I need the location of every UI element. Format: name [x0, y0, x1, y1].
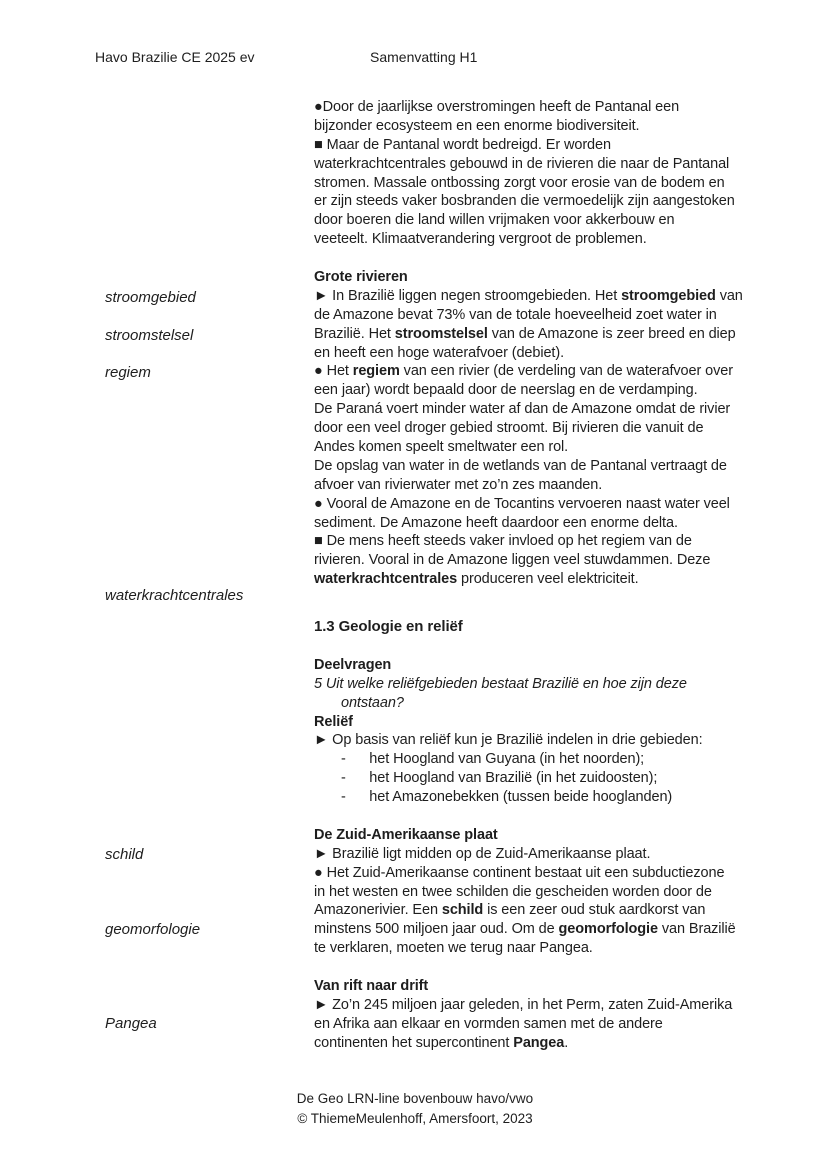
text-line: [314, 457, 774, 476]
text-line: [314, 694, 774, 713]
header-document-title: Samenvatting H1: [370, 49, 478, 65]
text-segment: door een veel droger gebied stroomt. Bij rivieren die vanuit de: [314, 420, 704, 437]
text-segment: minstens 500 miljoen jaar oud. Om de: [314, 921, 559, 938]
text-segment: van Brazilië: [657, 921, 736, 938]
text-segment: de Amazone bevat 73% van de totale hoeveelheid zoet water in: [314, 306, 717, 323]
text-segment: ● Het: [314, 363, 353, 380]
text-segment: waterkrachtcentrales: [314, 571, 458, 588]
margin-keyword-regiem: regiem: [105, 364, 151, 381]
text-line: [314, 476, 774, 495]
text-line: [314, 136, 774, 155]
text-line: [314, 419, 774, 438]
footer: [255, 1089, 575, 1128]
text-segment: en heeft een hoge waterafvoer (debiet).: [314, 344, 565, 361]
text-line: [314, 400, 774, 419]
text-segment: waterkrachtcentrales gebouwd in de rivieren die naar de Pantanal: [314, 155, 730, 172]
text-segment: Reliëf: [314, 713, 353, 730]
text-segment: Grote rivieren: [314, 269, 408, 286]
text-line: [314, 901, 774, 920]
text-segment: regiem: [352, 363, 400, 380]
text-line: [314, 98, 774, 117]
text-line: [314, 845, 774, 864]
text-line: [314, 939, 774, 958]
text-segment: ► In Brazilië liggen negen stroomgebieden. Het: [314, 287, 622, 304]
text-line: [314, 996, 774, 1015]
text-line: [314, 920, 774, 939]
text-line: [314, 637, 774, 656]
text-segment: bijzonder ecosysteem en een enorme biodiversiteit.: [314, 117, 640, 134]
text-segment: te verklaren, moeten we terug naar Pangea.: [314, 940, 593, 957]
text-line: [314, 362, 774, 381]
text-segment: door boeren die land willen vrijmaken voor akkerbouw en: [314, 212, 675, 229]
text-line: [314, 381, 774, 400]
margin-keyword-schild: schild: [105, 846, 144, 863]
text-segment: ■ De mens heeft steeds vaker invloed op het regiem van de: [314, 533, 692, 550]
text-line: [314, 532, 774, 551]
text-line: [314, 155, 774, 174]
text-line: [314, 514, 774, 533]
text-segment: ■ Maar de Pantanal wordt bedreigd. Er worden: [314, 136, 611, 153]
text-segment: 5 Uit welke reliëfgebieden bestaat Brazilië en hoe zijn deze: [314, 675, 687, 692]
text-segment: 1.3 Geologie en reliëf: [314, 618, 463, 636]
text-segment: ► Op basis van reliëf kun je Brazilië indelen in drie gebieden:: [314, 732, 703, 749]
text-segment: afvoer van rivierwater met zo’n zes maanden.: [314, 476, 603, 493]
footer-series-title: De Geo LRN-line bovenbouw havo/vwo: [296, 1091, 534, 1106]
text-segment: De Paraná voert minder water af dan de Amazone omdat de rivier: [314, 401, 731, 418]
text-segment: stroomstelsel: [394, 325, 488, 342]
text-segment: Van rift naar drift: [314, 977, 429, 994]
text-segment: van de Amazone is zeer breed en diep: [487, 325, 736, 342]
text-segment: veeteelt. Klimaatverandering vergroot de problemen.: [314, 231, 647, 248]
text-segment: Deelvragen: [314, 656, 392, 673]
text-line: [314, 656, 774, 675]
text-segment: De Zuid-Amerikaanse plaat: [314, 826, 498, 843]
text-line: [314, 117, 774, 136]
text-segment: ● Vooral de Amazone en de Tocantins vervoeren naast water veel: [314, 495, 730, 512]
text-segment: De opslag van water in de wetlands van de Pantanal vertraagt de: [314, 457, 727, 474]
text-segment: - het Hoogland van Guyana (in het noorden);: [341, 751, 645, 768]
text-segment: ontstaan?: [341, 694, 404, 711]
text-line: [314, 977, 774, 996]
text-line: [314, 551, 774, 570]
footer-copyright: © ThiemeMeulenhoff, Amersfoort, 2023: [297, 1110, 533, 1126]
text-segment: ●Door de jaarlijkse overstromingen heeft de Pantanal een: [314, 99, 680, 115]
text-line: [314, 268, 774, 287]
margin-keyword-stroomgebied: stroomgebied: [105, 289, 196, 306]
text-segment: Amazonerivier. Een: [314, 902, 442, 919]
text-line: [314, 174, 774, 193]
text-segment: ► Zo’n 245 miljoen jaar geleden, in het Perm, zaten Zuid-Amerika: [314, 996, 733, 1013]
text-line: [314, 750, 774, 769]
text-segment: geomorfologie: [558, 921, 658, 938]
text-segment: .: [564, 1034, 569, 1051]
text-line: [314, 826, 774, 845]
text-line: [314, 495, 774, 514]
text-segment: produceren veel elektriciteit.: [457, 571, 639, 588]
text-line: [314, 1034, 774, 1053]
text-segment: sediment. De Amazone heeft daardoor een enorme delta.: [314, 514, 678, 531]
margin-keyword-stroomstelsel: stroomstelsel: [105, 327, 194, 344]
margin-keyword-geomorfologie: geomorfologie: [105, 921, 201, 938]
text-segment: ► Brazilië ligt midden op de Zuid-Amerikaanse plaat.: [314, 845, 651, 862]
text-segment: rivieren. Vooral in de Amazone liggen veel stuwdammen. Deze: [314, 552, 711, 569]
text-segment: is een zeer oud stuk aardkorst van: [483, 902, 706, 919]
text-line: [314, 249, 774, 268]
text-segment: en Afrika aan elkaar en vormden samen met de andere: [314, 1015, 663, 1032]
text-line: [314, 192, 774, 211]
text-line: [314, 788, 774, 807]
text-segment: een jaar) wordt bepaald door de neerslag en de verdamping.: [314, 382, 698, 399]
text-line: [314, 211, 774, 230]
text-line: [314, 618, 774, 637]
text-segment: van een rivier (de verdeling van de waterafvoer over: [399, 363, 733, 380]
text-segment: in het westen en twee schilden die gescheiden worden door de: [314, 883, 712, 900]
text-line: [314, 713, 774, 732]
header-course-title: Havo Brazilie CE 2025 ev: [95, 49, 255, 65]
text-line: [314, 306, 774, 325]
text-line: [314, 570, 774, 589]
text-segment: Andes komen speelt smeltwater een rol.: [314, 439, 569, 456]
text-line: [314, 1015, 774, 1034]
text-line: [314, 807, 774, 826]
text-segment: er zijn steeds vaker bosbranden die vermoedelijk zijn aangestoken: [314, 193, 735, 210]
text-segment: - het Amazonebekken (tussen beide hooglanden): [341, 789, 673, 806]
text-line: [314, 287, 774, 306]
text-segment: van: [715, 287, 743, 304]
text-line: [314, 325, 774, 344]
margin-keyword-waterkrachtcentrales: waterkrachtcentrales: [105, 587, 244, 604]
text-segment: Brazilië. Het: [314, 325, 395, 342]
text-line: [314, 958, 774, 977]
text-line: [314, 675, 774, 694]
text-line: [314, 230, 774, 249]
text-line: [314, 883, 774, 902]
main-text-column: [314, 98, 774, 1053]
text-segment: schild: [441, 902, 484, 919]
text-line: [314, 769, 774, 788]
text-segment: ● Het Zuid-Amerikaanse continent bestaat uit een subductiezone: [314, 864, 725, 881]
text-line: [314, 589, 774, 608]
text-segment: stromen. Massale ontbossing zorgt voor erosie van de bodem en: [314, 174, 725, 191]
text-segment: Pangea: [513, 1034, 565, 1051]
margin-keyword-Pangea: Pangea: [105, 1015, 157, 1032]
text-line: [314, 731, 774, 750]
text-segment: continenten het supercontinent: [314, 1034, 514, 1051]
text-line: [314, 344, 774, 363]
text-line: [314, 864, 774, 883]
text-line: [314, 438, 774, 457]
text-segment: - het Hoogland van Brazilië (in het zuidoosten);: [341, 770, 658, 787]
text-segment: stroomgebied: [621, 287, 716, 304]
